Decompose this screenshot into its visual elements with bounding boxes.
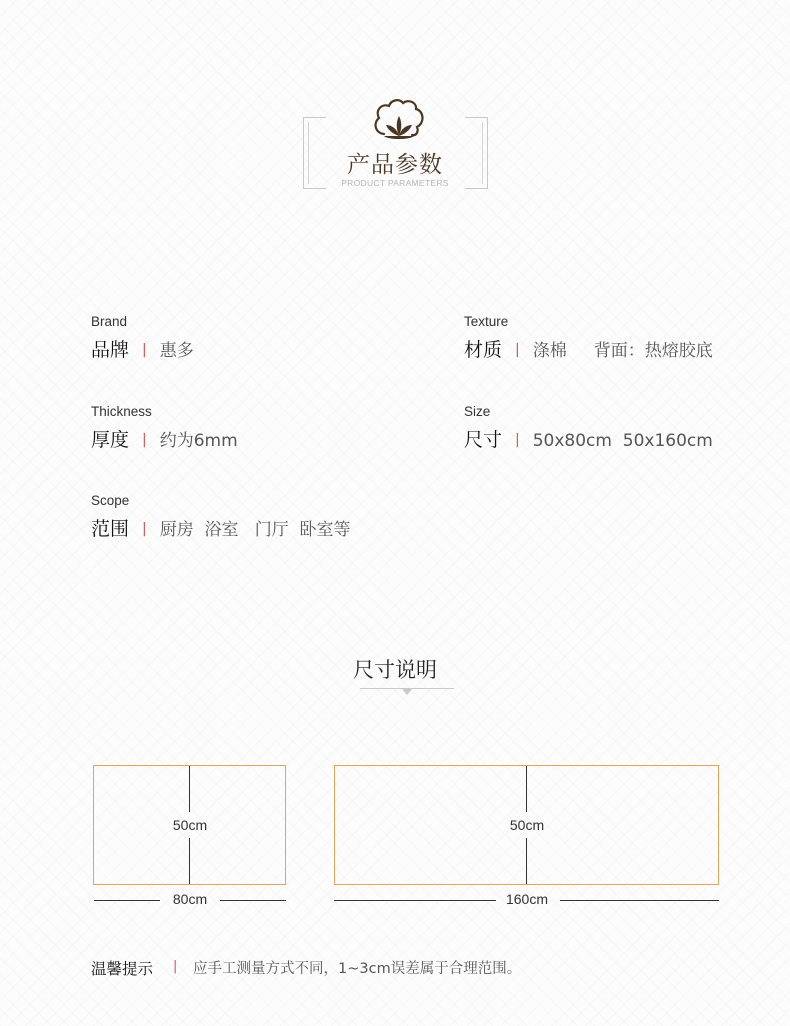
- param-value: 厨房 浴室 门厅 卧室等: [159, 520, 351, 540]
- size-section-title: 尺寸说明: [353, 658, 437, 682]
- width-dimension-line: [94, 900, 160, 901]
- param-separator: |: [142, 342, 147, 358]
- cotton-flower-icon: [372, 98, 426, 142]
- height-label: 50cm: [172, 817, 208, 833]
- width-label: 160cm: [505, 891, 549, 907]
- param-cn-label: 范围: [91, 518, 130, 540]
- caret-down-icon: [402, 689, 412, 695]
- section-subtitle: PRODUCT PARAMETERS: [341, 178, 449, 188]
- param-value: 惠多: [159, 341, 194, 361]
- param-value: 50x80cm 50x160cm: [532, 431, 713, 451]
- param-cn-label: 尺寸: [464, 429, 503, 451]
- param-value: 约为6mm: [159, 431, 238, 451]
- param-size: [464, 404, 713, 452]
- param-cn-label: 厚度: [91, 429, 130, 451]
- param-separator: |: [142, 432, 147, 448]
- height-dimension-line: [189, 838, 190, 884]
- param-en-label: Texture: [464, 314, 509, 329]
- section-title: 产品参数: [347, 152, 443, 178]
- param-cn-label: 品牌: [91, 339, 130, 361]
- param-value: 涤棉 背面：热熔胶底: [532, 341, 713, 361]
- param-separator: |: [142, 521, 147, 537]
- height-dimension-line: [526, 766, 527, 812]
- width-dimension-line: [334, 900, 496, 901]
- tip-text: 应手工测量方式不同，1~3cm误差属于合理范围。: [193, 961, 522, 977]
- param-brand: [91, 314, 194, 362]
- param-scope: [91, 493, 351, 541]
- height-label: 50cm: [509, 817, 545, 833]
- param-thickness: [91, 404, 238, 452]
- param-cn-label: 材质: [464, 339, 503, 361]
- width-dimension-line: [560, 900, 719, 901]
- tip-separator: |: [173, 959, 178, 974]
- param-en-label: Size: [464, 404, 491, 419]
- height-dimension-line: [526, 838, 527, 884]
- width-dimension-line: [220, 900, 286, 901]
- param-separator: |: [515, 342, 520, 358]
- param-en-label: Thickness: [91, 404, 152, 419]
- param-separator: |: [515, 432, 520, 448]
- tip-label: 温馨提示: [91, 960, 154, 978]
- param-en-label: Brand: [91, 314, 128, 329]
- height-dimension-line: [189, 766, 190, 812]
- width-label: 80cm: [172, 891, 208, 907]
- param-en-label: Scope: [91, 493, 130, 508]
- param-texture: [464, 314, 713, 362]
